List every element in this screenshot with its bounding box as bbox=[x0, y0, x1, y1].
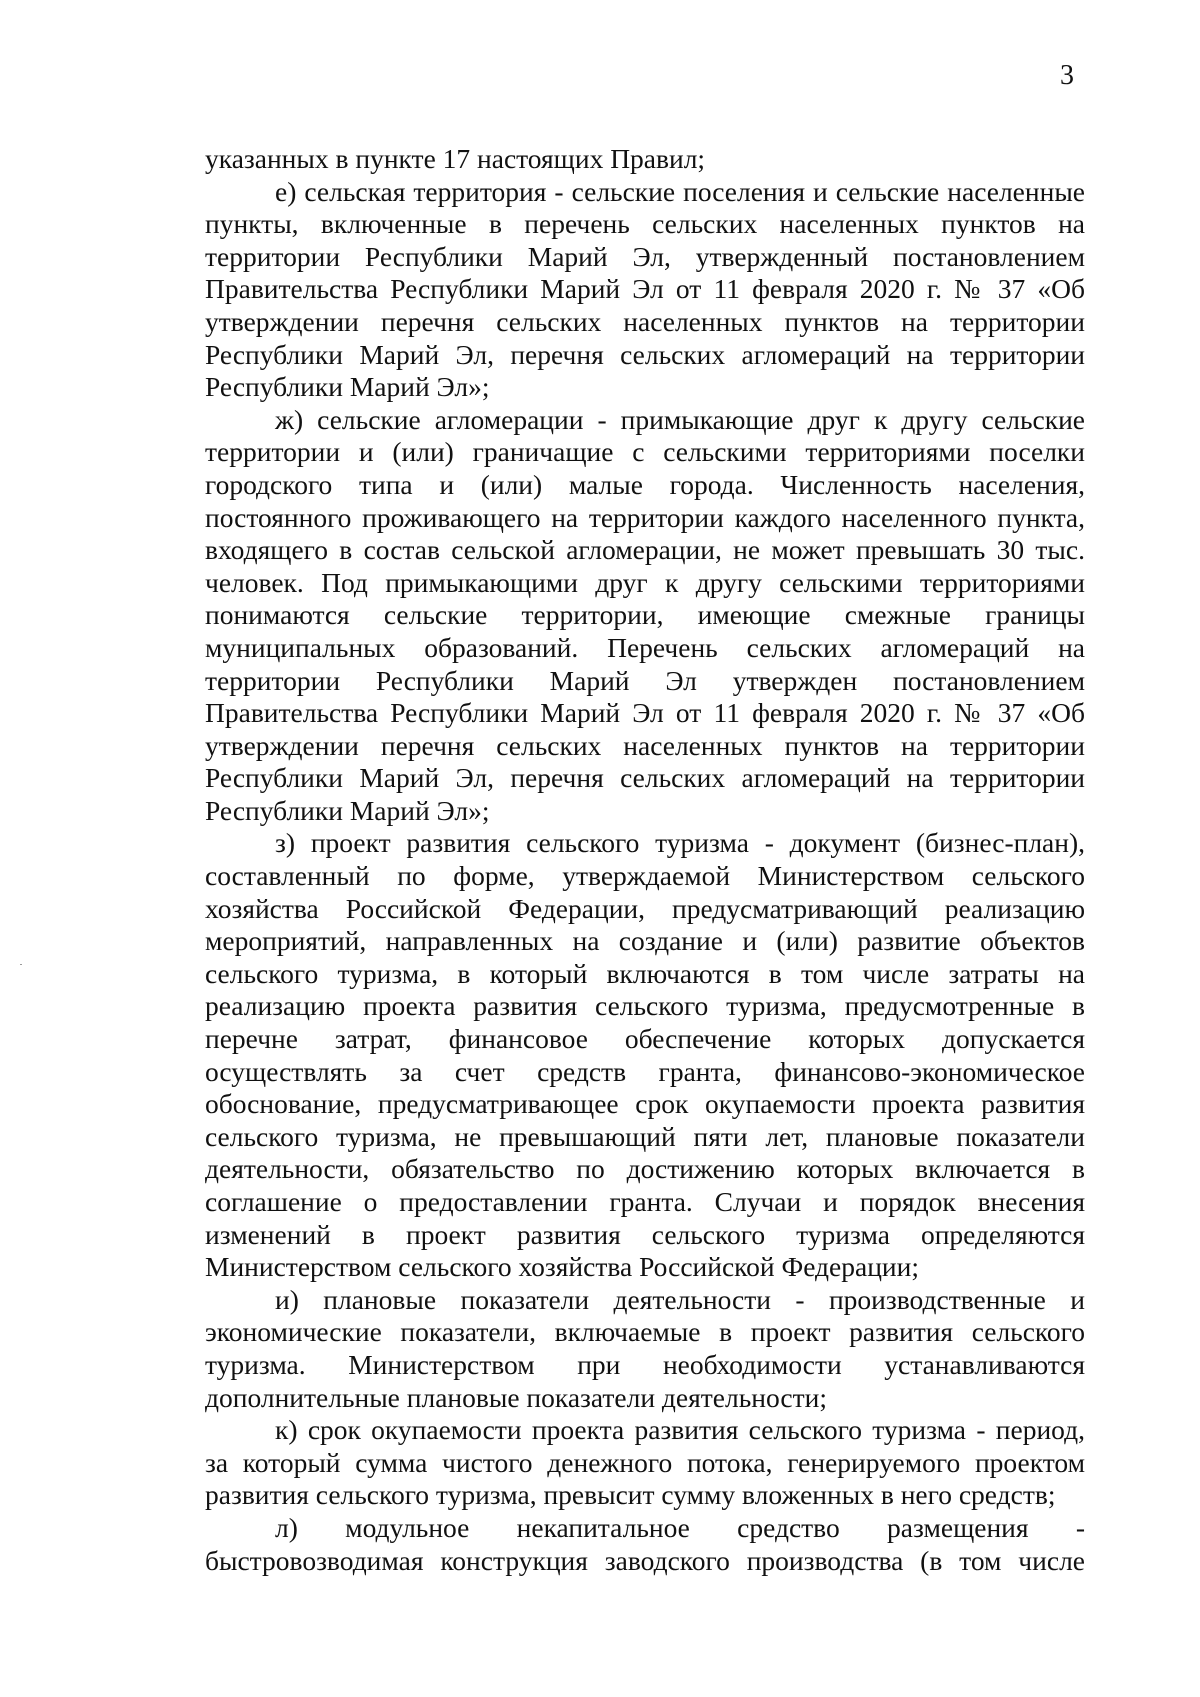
page-number: 3 bbox=[1060, 60, 1074, 91]
paragraph-item-i: и) плановые показатели деятельности - производственные и экономические показатели, включаемые в проект развития сельского туризма. Министерством при необходимости устанавливаются дополнительные плановые показатели деятельности; bbox=[205, 1283, 1085, 1413]
paragraph-item-z: з) проект развития сельского туризма - документ (бизнес-план), составленный по форме, утверждаемой Министерством сельского хозяйства Российской Федерации, предусматривающий реализацию мероприятий, направленных на создание и (или) развитие объектов сельского туризма, в который включаются в том числе затраты на реализацию проекта развития сельского туризма, предусмотренные в перечне затрат, финансовое обеспечение которых допускается осуществлять за счет средств гранта, финансово-экономическое обоснование, предусматривающее срок окупаемости проекта развития сельского туризма, не превышающий пяти лет, плановые показатели деятельности, обязательство по достижению которых включается в соглашение о предоставлении гранта. Случаи и порядок внесения изменений в проект развития сельского туризма определяются Министерством сельского хозяйства Российской Федерации; bbox=[205, 827, 1085, 1283]
paragraph-item-e: е) сельская территория - сельские поселения и сельские населенные пункты, включенные в перечень сельских населенных пунктов на территории Республики Марий Эл, утвержденный постановлением Правительства Республики Марий Эл от 11 февраля 2020 г. № 37 «Об утверждении перечня сельских населенных пунктов на территории Республики Марий Эл, перечня сельских агломераций на территории Республики Марий Эл»; bbox=[205, 175, 1085, 403]
paragraph-item-k: к) срок окупаемости проекта развития сельского туризма - период, за который сумма чистого денежного потока, генерируемого проектом развития сельского туризма, превысит сумму вложенных в него средств; bbox=[205, 1414, 1085, 1511]
document-body bbox=[205, 143, 1085, 1577]
paragraph-item-zh: ж) сельские агломерации - примыкающие друг к другу сельские территории и (или) граничащие с сельскими территориями поселки городского типа и (или) малые города. Численность населения, постоянного проживающего на территории каждого населенного пункта, входящего в состав сельской агломерации, не может превышать 30 тыс. человек. Под примыкающими друг к другу сельскими территориями понимаются сельские территории, имеющие смежные границы муниципальных образований. Перечень сельских агломераций на территории Республики Марий Эл утвержден постановлением Правительства Республики Марий Эл от 11 февраля 2020 г. № 37 «Об утверждении перечня сельских населенных пунктов на территории Республики Марий Эл, перечня сельских агломераций на территории Республики Марий Эл»; bbox=[205, 403, 1085, 826]
paragraph-item-l: л) модульное некапитальное средство размещения - быстровозводимая конструкция заводского производства (в том числе bbox=[205, 1511, 1085, 1576]
scan-speck bbox=[20, 964, 22, 965]
paragraph-continuation: указанных в пункте 17 настоящих Правил; bbox=[205, 143, 706, 174]
